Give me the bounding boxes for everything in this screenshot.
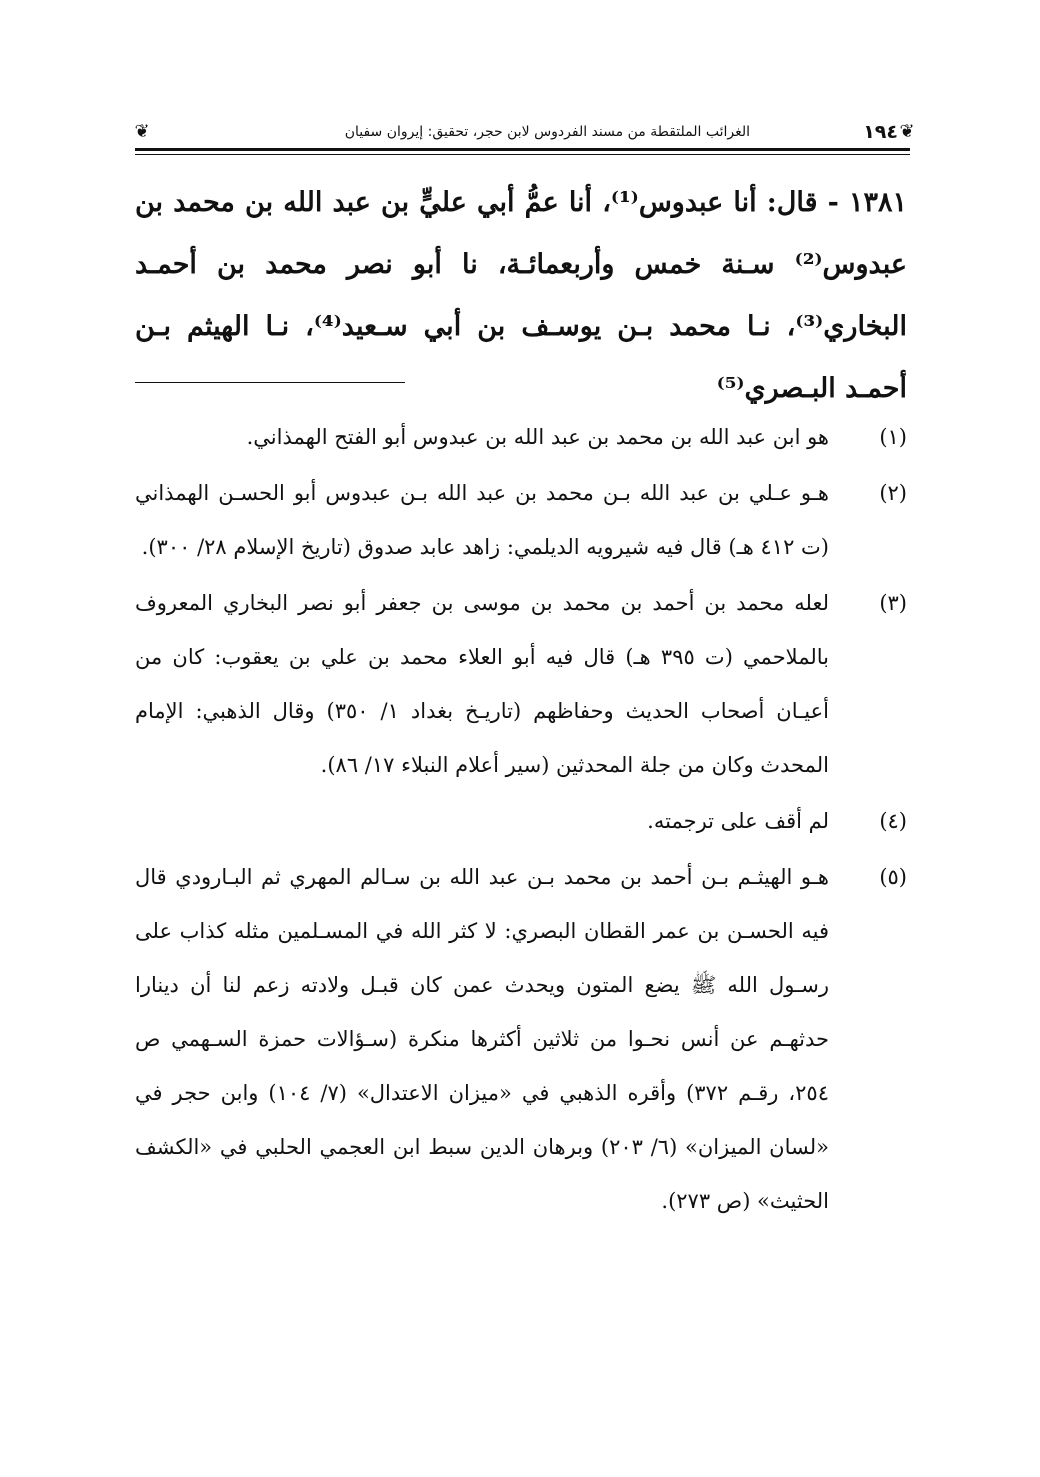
footnotes <box>135 410 907 1230</box>
footnote-text: هـو عـلي بن عبد الله بـن محمد بن عبد الله بـن عبدوس أبو الحسـن الهمذاني (ت ٤١٢ هـ) قال فيه شيرويه الديلمي: زاهد عابد صدوق (تاريخ الإسلام ٢٨/ ٣٠٠). <box>135 481 829 559</box>
header-rule-thin <box>135 154 910 155</box>
footnote-item <box>135 576 907 792</box>
header-rule <box>135 148 910 151</box>
footnote-text: لم أقف على ترجمته. <box>647 809 829 833</box>
footnote-item <box>135 850 907 1228</box>
page-header <box>134 118 915 146</box>
footnote-separator <box>135 382 405 383</box>
footnote-number: (٣) <box>879 591 907 615</box>
running-title: الغرائب الملتقطة من مسند الفردوس لابن حجر، تحقيق: إيروان سفيان <box>344 124 750 140</box>
footnote-item <box>135 794 907 848</box>
ornament-left-icon: ❦ <box>134 121 150 142</box>
hadith-chain-text: ١٣٨١ - قال: أنا عبدوس⁽¹⁾، أنا عمُّ أبي عليٍّ بن عبد الله بن محمد بن عبدوس⁽²⁾ سـنة خمس وأربعمائـة، نا أبو نصر محمد بن أحمـد البخاري⁽³⁾، نـا محمد بـن يوسـف بن أبي سـعيد⁽⁴⁾، نـا الهيثم بـن أحمـد البـصري⁽⁵⁾ <box>135 187 907 404</box>
page-number: ١٩٤ <box>863 121 898 143</box>
footnote-text: لعله محمد بن أحمد بن محمد بن موسى بن جعفر أبو نصر البخاري المعروف بالملاحمي (ت ٣٩٥ هـ) قال فيه أبو العلاء محمد بن علي بن يعقوب: كان من أعيـان أصحاب الحديث وحفاظهم (تاريـخ بغداد ١/ ٣٥٠) وقال الذهبي: الإمام المحدث وكان من جلة المحدثين (سير أعلام النبلاء ١٧/ ٨٦). <box>135 591 829 777</box>
footnote-text: هـو الهيثـم بـن أحمد بن محمد بـن عبد الله بن سـالم المهري ثم البـارودي قال فيه الحسـن بن عمر القطان البصري: لا كثر الله في المسـلمين مثله كذاب على رسـول الله ﷺ يضع المتون ويحدث عمن كان قبـل ولادته زعم لنا أن دينارا حدثهـم عن أنس نحـوا من ثلاثين أكثرها منكرة (سـؤالات حمزة السـهمي ص ٢٥٤، رقـم ٣٧٢) وأقره الذهبي في «ميزان الاعتدال» (٧/ ١٠٤) وابن حجر في «لسان الميزان» (٦/ ٢٠٣) وبرهان الدين سبط ابن العجمي الحلبي في «الكشف الحثيث» (ص ٢٧٣). <box>135 865 829 1213</box>
footnote-number: (١) <box>879 425 907 449</box>
footnote-text: هو ابن عبد الله بن محمد بن عبد الله بن عبدوس أبو الفتح الهمذاني. <box>246 425 829 449</box>
footnote-number: (٢) <box>879 481 907 505</box>
footnote-number: (٤) <box>879 809 907 833</box>
footnote-item <box>135 466 907 574</box>
ornament-right-icon: ❦ <box>899 121 915 142</box>
footnote-item <box>135 410 907 464</box>
footnote-number: (٥) <box>879 865 907 889</box>
